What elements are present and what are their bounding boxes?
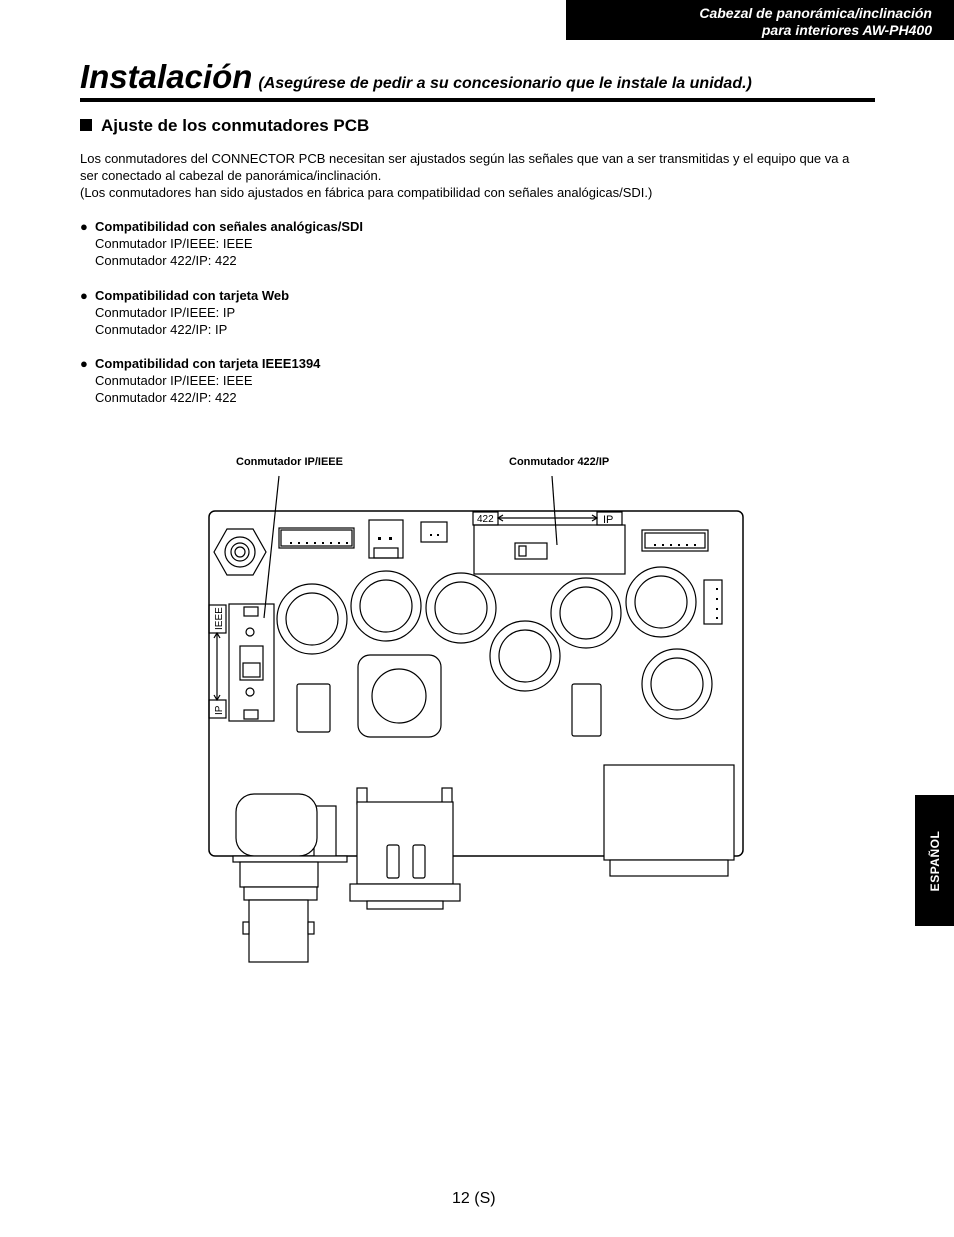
bullet-title: Compatibilidad con tarjeta Web — [95, 288, 290, 303]
capacitor — [426, 573, 496, 643]
bullet-dot-icon: ● — [80, 219, 88, 234]
bullet-line: Conmutador 422/IP: 422 — [95, 390, 237, 405]
intro-note: (Los conmutadores han sido ajustados en fábrica para compatibilidad con señales analógicas/SDI.) — [80, 185, 653, 200]
ethernet-connector — [350, 788, 460, 909]
capacitor — [351, 571, 421, 641]
language-tab — [915, 795, 954, 926]
bullet-dot-icon: ● — [80, 288, 88, 303]
label-ip-side: IP — [214, 705, 225, 715]
header-line-1: Cabezal de panorámica/inclinación — [699, 5, 932, 21]
vertical-pin-header — [704, 580, 722, 624]
bnc-connector — [233, 794, 347, 962]
header-line-2: para interiores AW-PH400 — [761, 22, 932, 38]
bullet-line: Conmutador IP/IEEE: IEEE — [95, 373, 253, 388]
box-connector — [604, 765, 734, 860]
bullet-line: Conmutador IP/IEEE: IP — [95, 305, 236, 320]
capacitor — [551, 578, 621, 648]
bullet-line: Conmutador 422/IP: IP — [95, 322, 228, 337]
title-main: Instalación — [80, 58, 253, 95]
title-subtitle: (Asegúrese de pedir a su concesionario que le instale la unidad.) — [258, 75, 752, 92]
language-tab-label: ESPAÑOL — [927, 830, 942, 891]
capacitor — [277, 584, 347, 654]
callout-422-ip: Conmutador 422/IP — [509, 456, 610, 468]
switch-422-ip-area — [474, 525, 625, 574]
intro-paragraph: Los conmutadores del CONNECTOR PCB necesitan ser ajustados según las señales que van a ser transmitidas y el equipo que va a ser conectado al cabezal de panorámica/inclinación. — [80, 151, 850, 183]
hex-nut-connector — [214, 529, 266, 575]
bullet-line: Conmutador 422/IP: 422 — [95, 253, 237, 268]
bullet-title: Compatibilidad con señales analógicas/SDI — [95, 219, 364, 234]
bullet-dot-icon: ● — [80, 356, 88, 371]
label-ip-top: IP — [603, 514, 614, 526]
small-connector — [421, 522, 447, 542]
page-number: 12 (S) — [452, 1190, 496, 1207]
rect-component — [297, 684, 330, 732]
label-ieee: IEEE — [214, 607, 225, 630]
rect-component — [572, 684, 601, 736]
pin-header — [279, 528, 354, 548]
label-422: 422 — [477, 514, 494, 525]
callout-ip-ieee: Conmutador IP/IEEE — [236, 456, 343, 468]
leader-line-ip-ieee — [264, 476, 279, 618]
capacitor — [642, 649, 712, 719]
section-heading-text: Ajuste de los conmutadores PCB — [101, 116, 370, 135]
square-component — [358, 655, 441, 737]
bullet-title: Compatibilidad con tarjeta IEEE1394 — [95, 356, 321, 371]
capacitor — [490, 621, 560, 691]
bullet-line: Conmutador IP/IEEE: IEEE — [95, 236, 253, 251]
capacitor — [626, 567, 696, 637]
